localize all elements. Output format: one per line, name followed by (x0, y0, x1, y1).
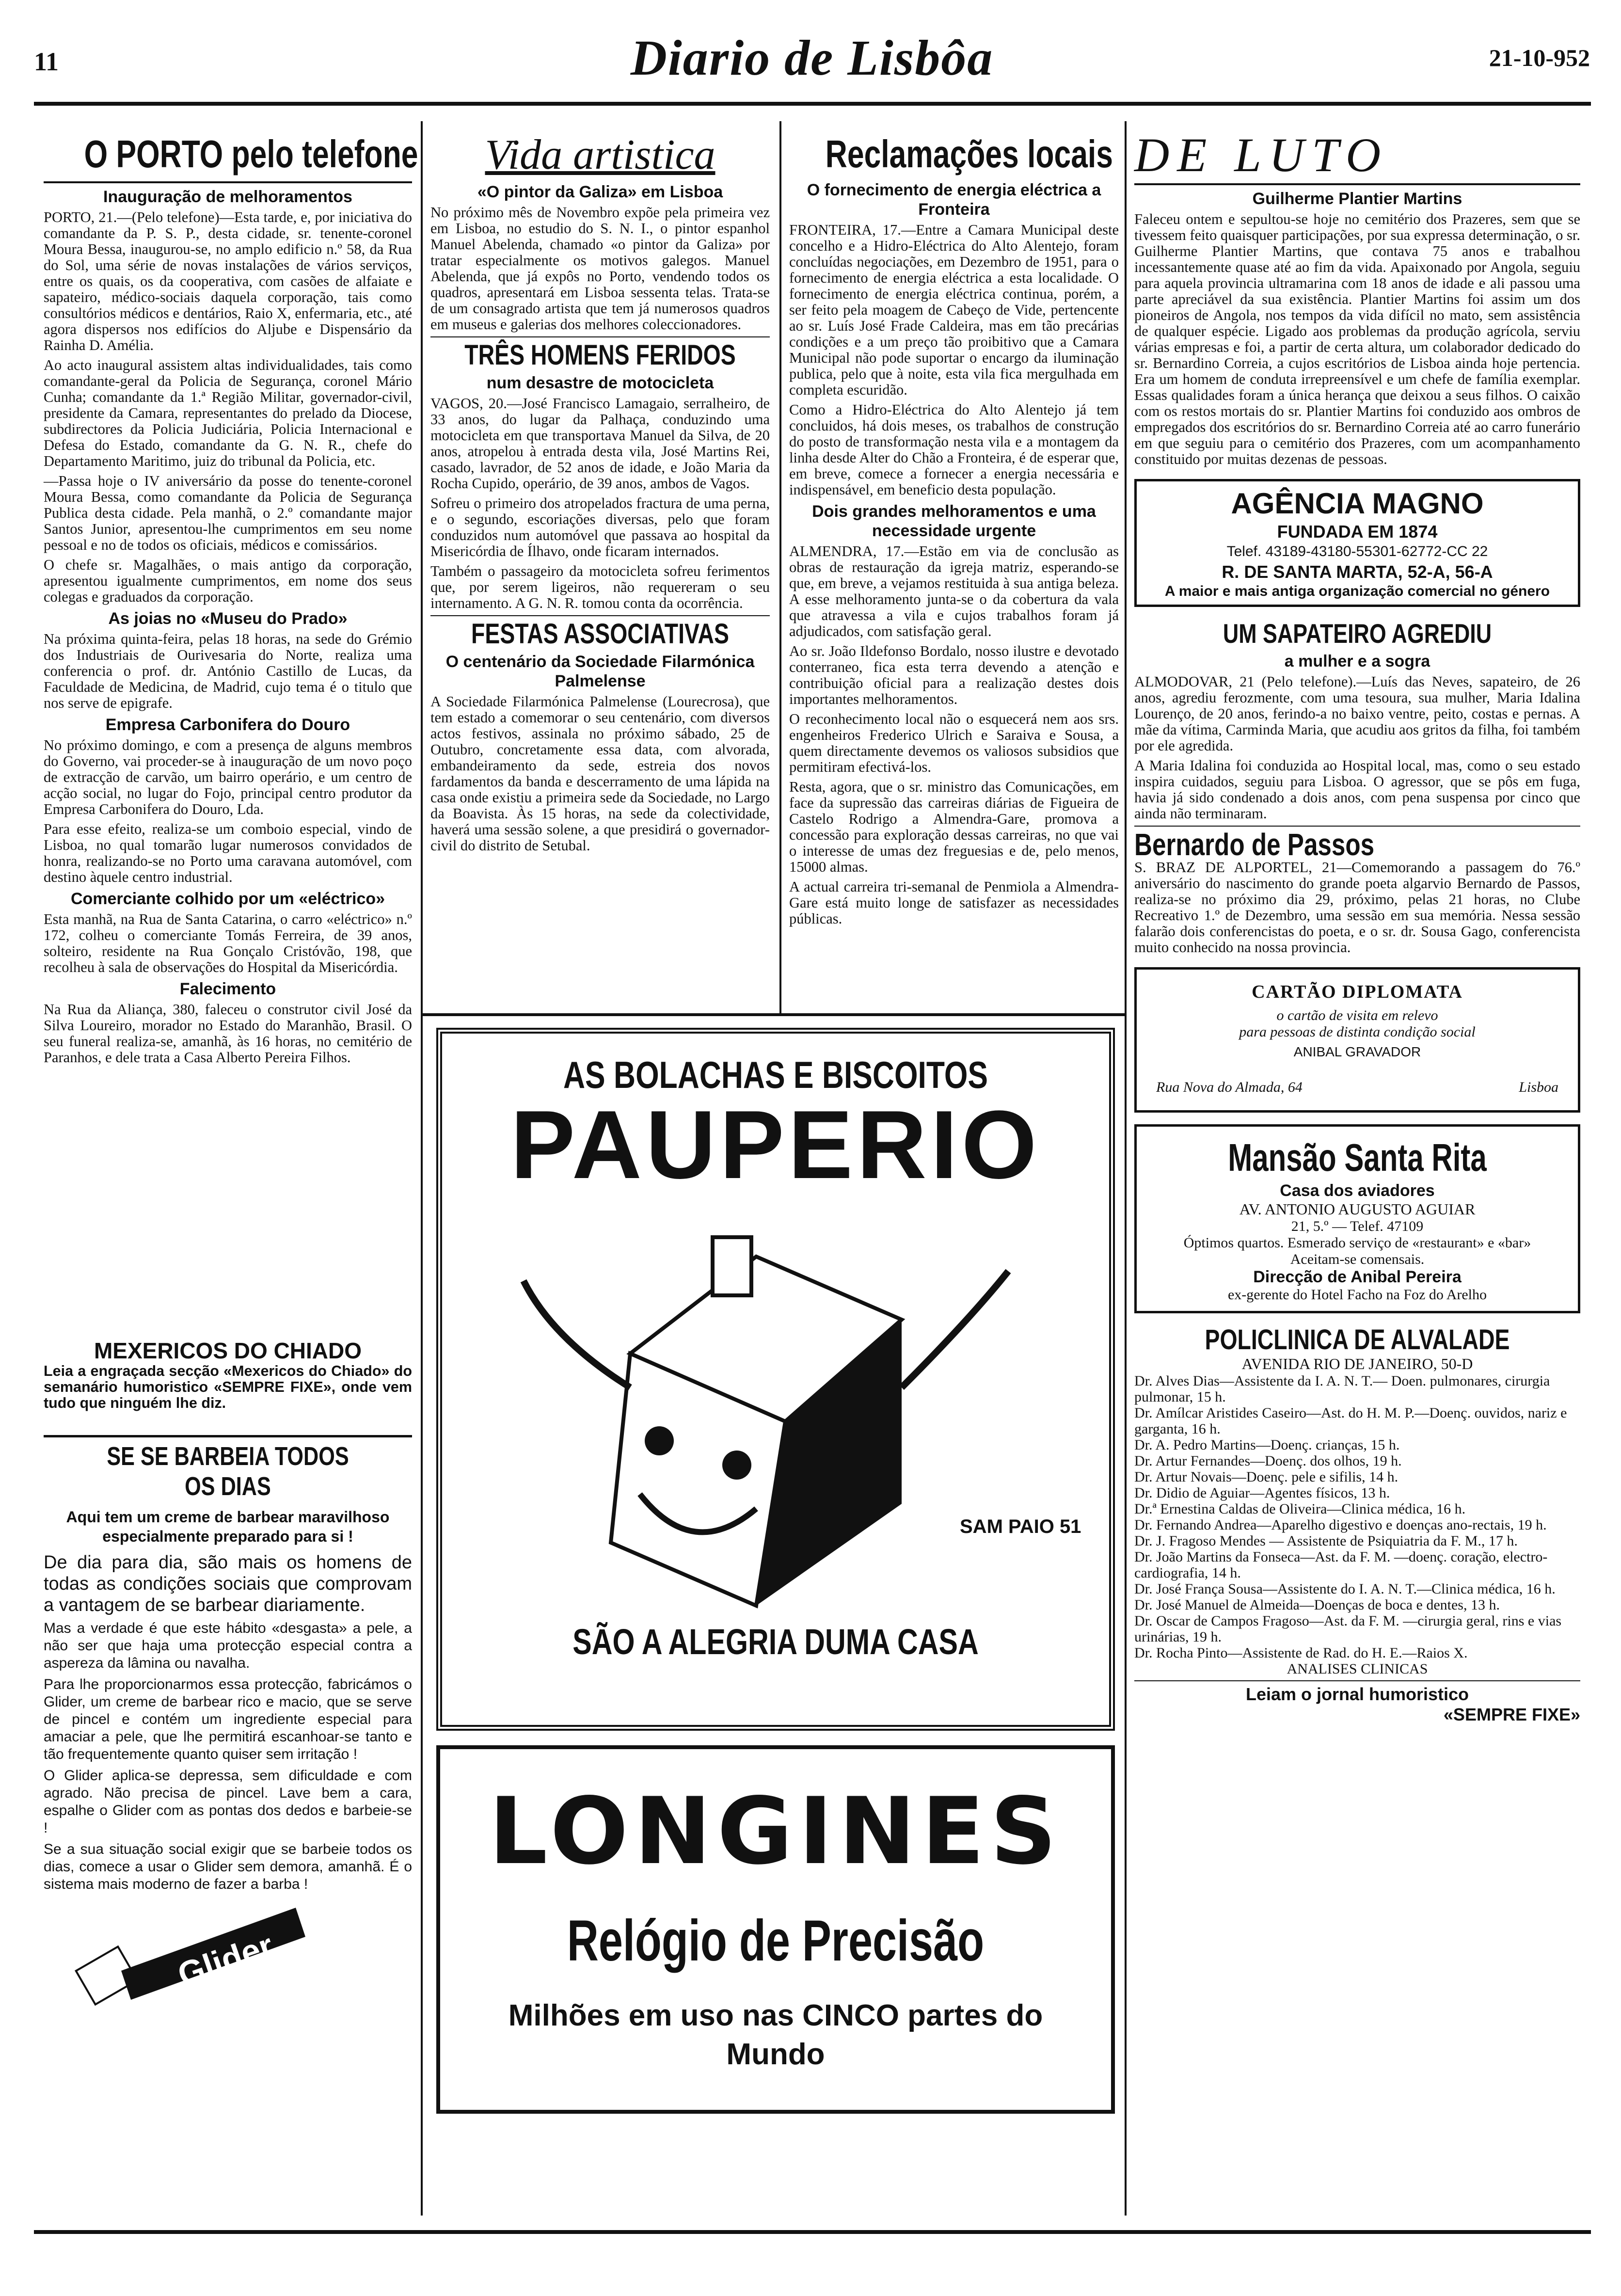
magno-title: AGÊNCIA MAGNO (1231, 487, 1484, 520)
doctor-entry: Dr. Rocha Pinto—Assistente de Rad. do H. E.—Raios X. (1134, 1645, 1468, 1661)
pauperio-advert (436, 1028, 1115, 1731)
mansao-boarders: Aceitam-se comensais. (1290, 1251, 1425, 1267)
magno-advert (1134, 479, 1580, 607)
mansao-title: Mansão Santa Rita (1228, 1136, 1487, 1179)
paragraph: Para lhe proporcionarmos essa protecção, fabricámos o Glider, um creme de barbear rico e macio, que se serve de pincel e contém um ingrediente especial para amaciar a pele, que lhe permitirá escanhoar-se tanto e tão frequentemente quanto quiser sem irritação ! (44, 1676, 412, 1762)
paragraph: ALMODOVAR, 21 (Pelo telefone).—Luís das Neves, sapateiro, de 26 anos, agrediu ferozmente, com uma tesoura, sua mulher, Maria Idalina Lourenço, de 20 anos, ferindo-a no baixo ventre, peito, costas e pernas. A mãe da vítima, Carminda Maria, que acudiu aos gritos da filha, foi também por ele agredida. (1134, 673, 1580, 754)
subhead-carbonifera: Empresa Carbonifera do Douro (105, 716, 350, 734)
sempre-fixe-line-2: «SEMPRE FIXE» (1443, 1705, 1580, 1724)
paragraph: A actual carreira tri-semanal de Penmiola a Almendra-Gare está muito longe de satisfazer as necessidades públicas. (789, 878, 1119, 927)
vida-headline: Vida artistica (485, 131, 715, 178)
paragraph: PORTO, 21.—(Pelo telefone)—Esta tarde, e, por iniciativa do comandante da P. S. P., desta cidade, sr. tenente-coronel Moura Bessa, inaugurou-se, no amplo edificio n.º 58, da Rua do Sol, uma série de novas instalações de vários serviços, entre os quais, os da cooperativa, com casões de alfaiate e sapateiro, médico-sociais daquela corporação, tais como consultórios médicos e dentários, Raio X, enfermaria, etc., até agora dispersos nos edifícios do Aljube e Dispensário da Rainha D. Amélia. (44, 209, 412, 353)
doctor-entry: Dr. A. Pedro Martins—Doenç. crianças, 15 h. (1134, 1437, 1400, 1453)
paragraph: Para esse efeito, realiza-se um comboio especial, vindo de Lisboa, no qual tomarão lugar numerosos convidados de honra, realizando-se no Porto uma caravana automóvel, com destino àquele centro industrial. (44, 821, 412, 885)
paragraph: Na Rua da Aliança, 380, faleceu o construtor civil José da Silva Loureiro, morador no Estado do Maranhão, Brasil. O seu funeral realiza-se, amanhã, às 16 horas, no cemitério de Paranhos, e dele trata a Casa Alberto Pereira Filhos. (44, 1001, 412, 1066)
subhead-falecimento: Falecimento (179, 980, 276, 998)
glider-brand: Glider (173, 1926, 278, 1994)
mansao-direction: Direcção de Anibal Pereira (1253, 1268, 1462, 1286)
policlinica-headline: POLICLINICA DE ALVALADE (1205, 1324, 1510, 1355)
paragraph: Resta, agora, que o sr. ministro das Comunicações, em face da supressão das carreiras diárias de Figueira de Castelo Rodrigo a Almendra-Gare, promova a concessão para exploração dessas carreiras, no que vai o interesse de umas dez freguesias e de, pelo menos, 15000 almas. (789, 779, 1119, 875)
paragraph: A Maria Idalina foi conduzida ao Hospital local, mas, como o seu estado inspira cuidados, seguiu para Lisboa. O agressor, que se pôs em fuga, havia já sido condenado a dois anos, com pena suspensa por cinco que ainda não terminaram. (1134, 757, 1580, 822)
bottom-rule (34, 2230, 1591, 2234)
doctor-entry: Dr. Amílcar Aristides Caseiro—Ast. do H. M. P.—Doenç. ouvidos, nariz e garganta, 16 h. (1134, 1405, 1567, 1437)
magno-phone: Telef. 43189-43180-55301-62772-CC 22 (1226, 543, 1488, 559)
reclamacoes-headline: Reclamações locais (825, 132, 1113, 175)
paragraph: FRONTEIRA, 17.—Entre a Camara Municipal deste concelho e a Hidro-Eléctrica do Alto Alentejo, foram concluídas negociações, em Dezembro de 1951, para o fornecimento de energia eléctrica a esta localidade. O fornecimento de energia eléctrica continua, porém, a ser feito pela moagem de Cabeço de Vide, pertencente ao sr. Luís José Frade Caldeira, mas em tão precárias condições e a um preço tão proibitivo que a Camara Municipal não pode suportar o encargo da iluminação publica, pelo que à noite, esta vila fica mergulhada em completa escuridão. (789, 222, 1119, 398)
longines-tagline: Milhões em uso nas CINCO partes do Mundo (508, 1999, 1043, 2071)
paragraph: No próximo mês de Novembro expõe pela primeira vez em Lisboa, no estudio do S. N. I., o pintor espanhol Manuel Abelenda, chamado «o pintor da Galiza» por tratar especialmente os motivos galegos. Manuel Abelenda, que já expôs no Porto, vendendo todos os quadros, apresentará em Lisboa sessenta telas. Trata-se de um consagrado artista que tem já numerosos quadros em museus e galerias dos melhores coleccionadores. (430, 204, 770, 333)
policlinica-address: AVENIDA RIO DE JANEIRO, 50-D (1241, 1355, 1473, 1372)
festas-subhead: O centenário da Sociedade Filarmónica Palmelense (445, 653, 755, 690)
bernardo-headline: Bernardo de Passos (1134, 827, 1375, 862)
paragraph: ALMENDRA, 17.—Estão em via de conclusão as obras de restauração da igreja matriz, esperando-se que, em breve, a vejamos restituida à sua antiga beleza. A esse melhoramento junta-se o da cobertura da vala que atravessa a vila e cujos trabalhos foram já adjudicados, com satisfação geral. (789, 543, 1119, 639)
pauperio-brand: PAUPERIO (510, 1091, 1041, 1199)
cartao-address: Rua Nova do Almada, 64 (1156, 1079, 1303, 1095)
doctor-entry: Dr. João Martins da Fonseca—Ast. da F. M. —doenç. coração, electro-cardiografia, 14 h. (1134, 1549, 1548, 1581)
porto-column (44, 131, 418, 1333)
mansao-manager: ex-gerente do Hotel Facho na Foz do Arelho (1227, 1287, 1487, 1303)
porto-subhead: Inauguração de melhoramentos (103, 188, 352, 206)
vida-column (430, 131, 770, 1013)
artist-signature: SAM PAIO 51 (960, 1516, 1081, 1537)
paragraph: Sofreu o primeiro dos atropelados fractura de uma perna, e o segundo, escoriações diversas, pelo que foram conduzidos num automóvel que passava ao hospital da Misericórdia de Ílhavo, onde ficaram internados. (430, 495, 770, 559)
glider-tube-icon (78, 1898, 310, 2005)
paragraph: No próximo domingo, e com a presença de alguns membros do Governo, vai proceder-se à inauguração de um novo poço de extracção de carvão, um bairro operário, e um centro de acção social, no lugar do Fojo, principal centro produtor da Empresa Carbonifera do Douro, Lda. (44, 737, 412, 817)
paragraph: Na próxima quinta-feira, pelas 18 horas, na sede do Grémio dos Industriais de Ourivesaria do Norte, realiza uma conferencia o prof. dr. António Castillo de Lucas, da Faculdade de Medicina, de Madrid, cujo tema é o titulo que nos serve de epigrafe. (44, 631, 412, 711)
paragraph: O reconhecimento local não o esquecerá nem aos srs. engenheiros Frederico Ulrich e Saraiva e Sousa, a quem directamente devemos os valiosos subsidios que permitiram efectivá-los. (789, 711, 1119, 775)
doctor-entry: Dr. J. Fragoso Mendes — Assistente de Psiquiatria da F. M., 17 h. (1134, 1533, 1518, 1549)
mexericos-notice (44, 1338, 412, 1411)
doctor-entry: Dr. Oscar de Campos Fragoso—Ast. da F. M. —cirurgia geral, rins e vias urinárias, 19 h. (1134, 1613, 1562, 1645)
cartao-city: Lisboa (1519, 1079, 1558, 1095)
longines-subhead: Relógio de Precisão (567, 1908, 985, 1973)
cartao-maker: ANIBAL GRAVADOR (1293, 1044, 1421, 1059)
glider-subhead: Aqui tem um creme de barbear maravilhoso especialmente preparado para si ! (66, 1508, 390, 1545)
subhead-comerciante: Comerciante colhido por um «eléctrico» (70, 890, 385, 908)
doctor-entry: Dr. Fernando Andrea—Aparelho digestivo e doenças ano-rectais, 19 h. (1134, 1517, 1547, 1533)
paragraph: Mas a verdade é que este hábito «desgasta» a pele, a não ser que haja uma protecção especial contra a aspereza da lâmina ou navalha. (44, 1620, 412, 1671)
feridos-subhead: num desastre de motocicleta (486, 374, 714, 392)
longines-brand: LONGINES (489, 1778, 1063, 1885)
mexericos-text: Leia a engraçada secção «Mexericos do Chiado» do semanário humoristico «SEMPRE FIXE», onde vem tudo que ninguém lhe diz. (44, 1363, 412, 1411)
pauperio-line-1: AS BOLACHAS E BISCOITOS (563, 1053, 988, 1096)
reclamacoes-subhead: O fornecimento de energia eléctrica a Fronteira (807, 181, 1101, 219)
pauperio-line-2: SÃO A ALEGRIA DUMA CASA (572, 1622, 979, 1662)
porto-headline: O PORTO pelo telefone (84, 132, 418, 175)
sapateiro-headline: UM SAPATEIRO AGREDIU (1223, 618, 1492, 649)
vida-subhead: «O pintor da Galiza» em Lisboa (477, 183, 723, 201)
right-column (1134, 128, 1580, 2211)
page-number: 11 (34, 47, 59, 76)
sapateiro-subhead: a mulher e a sogra (1284, 652, 1430, 670)
magno-founded: FUNDADA EM 1874 (1277, 522, 1438, 542)
subhead-prado: As joias no «Museu do Prado» (108, 609, 348, 628)
cartao-line-1: o cartão de visita em relevo (1276, 1007, 1438, 1023)
divider (430, 615, 770, 616)
doctor-entry: Dr. José França Sousa—Assistente do I. A. N. T.—Clinica médica, 16 h. (1134, 1581, 1556, 1597)
paragraph: Também o passageiro da motocicleta sofreu ferimentos que, por serem ligeiros, não requereram o seu internamento. A G. N. R. tomou conta da ocorrência. (430, 563, 770, 611)
paragraph: A Sociedade Filarmónica Palmelense (Lourecrosa), que tem estado a comemorar o seu centenário, com diversos actos festivos, assinala no próximo sábado, 25 de Outubro, concretamente essa data, com alvorada, embandeiramento da sede, estreia dos novos fardamentos da banda e descerramento de uma lápida na casa onde existiu a primeira sede da Sociedade, no Largo da Boavista. Às 15 horas, na sede da colectividade, haverá uma sessão solene, a que presidirá o governador-civil do distrito de Setubal. (430, 693, 770, 854)
divider (1134, 826, 1580, 827)
reclamacoes-subhead-2: Dois grandes melhoramentos e uma necessidade urgente (812, 502, 1096, 540)
doctor-entry: Dr. Artur Fernandes—Doenç. dos olhos, 19 h. (1134, 1453, 1402, 1469)
doctor-entry: Dr. Alves Dias—Assistente da I. A. N. T.— Doen. pulmonares, cirurgia pulmonar, 15 h. (1134, 1373, 1550, 1405)
luto-headline: DE LUTO (1134, 128, 1389, 182)
paragraph: Como a Hidro-Eléctrica do Alto Alentejo já tem concluidos, há dois meses, os trabalhos de construção do posto de transformação nesta vila e a montagem da linha desde Alter do Chão a Fronteira, é de esperar que, em breve, comece a fornecer a energia necessária e indispensável, em beneficio desta população. (789, 401, 1119, 498)
divider (430, 336, 770, 337)
paragraph: De dia para dia, são mais os homens de todas as condições sociais que comprovam a vantagem de se barbear diariamente. (44, 1552, 412, 1615)
paragraph: —Passa hoje o IV aniversário da posse do tenente-coronel Moura Bessa, como comandante da Policia de Segurança Publica desta cidade. Pela manhã, o 2.º comandante major Santos Junior, apresentou-lhe cumprimentos em seu nome pessoal e no de todos os oficiais, médicos e comissários. (44, 473, 412, 553)
doctor-list (1134, 1373, 1580, 1661)
glider-advert (44, 1435, 412, 2206)
column-rule (421, 121, 423, 1013)
top-rule (34, 102, 1591, 106)
mexericos-title: MEXERICOS DO CHIADO (94, 1338, 362, 1363)
house-mascot-icon (485, 1194, 1081, 1620)
luto-name: Guilherme Plantier Martins (1252, 190, 1462, 208)
glider-headline-2: OS DIAS (185, 1472, 271, 1501)
doctor-entry: Dr.ª Ernestina Caldas de Oliveira—Clinica médica, 16 h. (1134, 1501, 1466, 1517)
mansao-advert (1134, 1124, 1580, 1313)
longines-advert (436, 1745, 1115, 2114)
divider (44, 181, 412, 183)
feridos-headline: TRÊS HOMENS FERIDOS (464, 339, 736, 371)
newspaper-title: Diario de Lisbôa (630, 30, 994, 86)
magno-address: R. DE SANTA MARTA, 52-A, 56-A (1222, 562, 1493, 582)
cartao-title: CARTÃO DIPLOMATA (1252, 982, 1463, 1002)
cartao-advert (1134, 967, 1580, 1113)
paragraph: Ao sr. João Ildefonso Bordalo, nosso ilustre e devotado conterraneo, fica esta terra devendo a atenção e contribuição oficial para a realização destes dois importantes melhoramentos. (789, 643, 1119, 707)
paragraph: Se a sua situação social exigir que se barbeie todos os dias, comece a usar o Glider sem demora, amanhã. É o sistema mais moderno de fazer a barba ! (44, 1841, 412, 1892)
paragraph: Esta manhã, na Rua de Santa Catarina, o carro «eléctrico» n.º 172, colheu o comerciante Tomás Ferreira, de 39 anos, solteiro, residente na Rua Gonçalo Cristóvão, 198, que recolheu à sala de observações do Hospital da Misericórdia. (44, 911, 412, 975)
doctor-entry: Dr. Artur Novais—Doenç. pele e sifilis, 14 h. (1134, 1469, 1399, 1485)
paragraph: Ao acto inaugural assistem altas individualidades, tais como comandante-geral da Policia de Segurança, coronel Mário Cunha; comandante da 1.ª Região Militar, governador-civil, presidente da Camara, representantes do prelado da Diocese, subdirectores da Policia Judiciária, Policia Internacional e Defesa do Estado, comandante da G. N. R., chefe do Departamento Maritimo, juiz do tribunal da Policia, etc. (44, 357, 412, 469)
divider (1134, 1680, 1580, 1681)
paragraph: S. BRAZ DE ALPORTEL, 21—Comemorando a passagem do 76.º aniversário do nascimento do grande poeta algarvio Bernardo de Passos, realiza-se no próximo dia 29, próximo, pelas 21 horas, no Clube Recreativo 1.º de Dezembro, uma sessão em sua memória. Nessa sessão falarão dois conferencistas do poeta, e o sr. dr. Sousa Gago, conferencista muito conhecido na nossa provincia. (1134, 859, 1580, 956)
column-rule (1125, 121, 1127, 2216)
glider-headline-1: SE SE BARBEIA TODOS (107, 1442, 349, 1471)
reclamacoes-column (789, 131, 1119, 1013)
divider (1134, 183, 1580, 185)
mansao-address: AV. ANTONIO AUGUSTO AGUIAR (1239, 1200, 1476, 1218)
policlinica-footer: ANALISES CLINICAS (1287, 1661, 1428, 1677)
doctor-entry: Dr. José Manuel de Almeida—Doenças de boca e dentes, 13 h. (1134, 1597, 1500, 1613)
divider (421, 1013, 1125, 1016)
column-rule (421, 1013, 423, 2216)
column-rule (779, 121, 781, 1013)
festas-headline: FESTAS ASSOCIATIVAS (471, 618, 729, 650)
issue-date: 21-10-952 (1489, 44, 1590, 71)
mansao-subhead: Casa dos aviadores (1280, 1181, 1435, 1200)
magno-tagline: A maior e mais antiga organização comercial no género (1164, 583, 1550, 599)
mansao-services: Óptimos quartos. Esmerado serviço de «restaurant» e «bar» (1183, 1235, 1531, 1251)
paragraph: Faleceu ontem e sepultou-se hoje no cemitério dos Prazeres, sem que se tivessem feito quaisquer participações, por sua expressa determinação, o sr. Guilherme Plantier Martins, que contava 75 anos e trabalhou incessantemente quase até ao fim da vida. Apaixonado por Angola, seguiu para aquela provincia ultramarina com 18 anos de idade e ali passou uma parte apreciável da sua existência. Plantier Martins foi assim um dos pioneiros de Angola, nos tempos da vida difícil no mato, sem assistência de qualquer espécie. Ligado aos problemas da produção agrícola, serviu várias empresas e foi, a partir de certa altura, um colaborador dedicado do sr. Bernardino Correia, a cujos escritórios de Lisboa ainda hoje pertencia. Era um homem de conduta irrepreensível e um chefe de família exemplar. Essas qualidades foram a única herança que deixou a seus filhos. O caixão com os restos mortais do sr. Plantier Martins foi conduzido aos ombros de empregados dos escritórios do sr. Bernardino Correia até ao carro funerário em que seguiu para o cemitério dos Prazeres, com um acompanhamento constituido por muitas dezenas de pessoas. (1134, 211, 1580, 467)
mansao-phone: 21, 5.º — Telef. 47109 (1291, 1218, 1424, 1234)
cartao-line-2: para pessoas de distinta condição social (1239, 1024, 1476, 1040)
paragraph: O Glider aplica-se depressa, sem dificuldade e com agrado. Não precisa de pincel. Lave bem a cara, espalhe o Glider com as pontas dos dedos e barbeie-se ! (44, 1768, 412, 1836)
paragraph: O chefe sr. Magalhães, o mais antigo da corporação, apresentou igualmente cumprimentos, em nome dos seus colegas e graduados da corporação. (44, 557, 412, 605)
sempre-fixe-line-1: Leiam o jornal humoristico (1245, 1684, 1469, 1704)
masthead (34, 29, 1590, 92)
paragraph: VAGOS, 20.—José Francisco Lamagaio, serralheiro, de 33 anos, do lugar da Palhaça, conduzindo uma motocicleta em que transportava Manuel da Silva, de 20 anos, atropelou à entrada desta vila, José Martins Rei, casado, lavrador, de 52 anos de idade, e João Maria da Rocha Cupido, operário, de 39 anos, ambos de Vagos. (430, 395, 770, 492)
doctor-entry: Dr. Didio de Aguiar—Agentes físicos, 13 h. (1134, 1485, 1390, 1501)
